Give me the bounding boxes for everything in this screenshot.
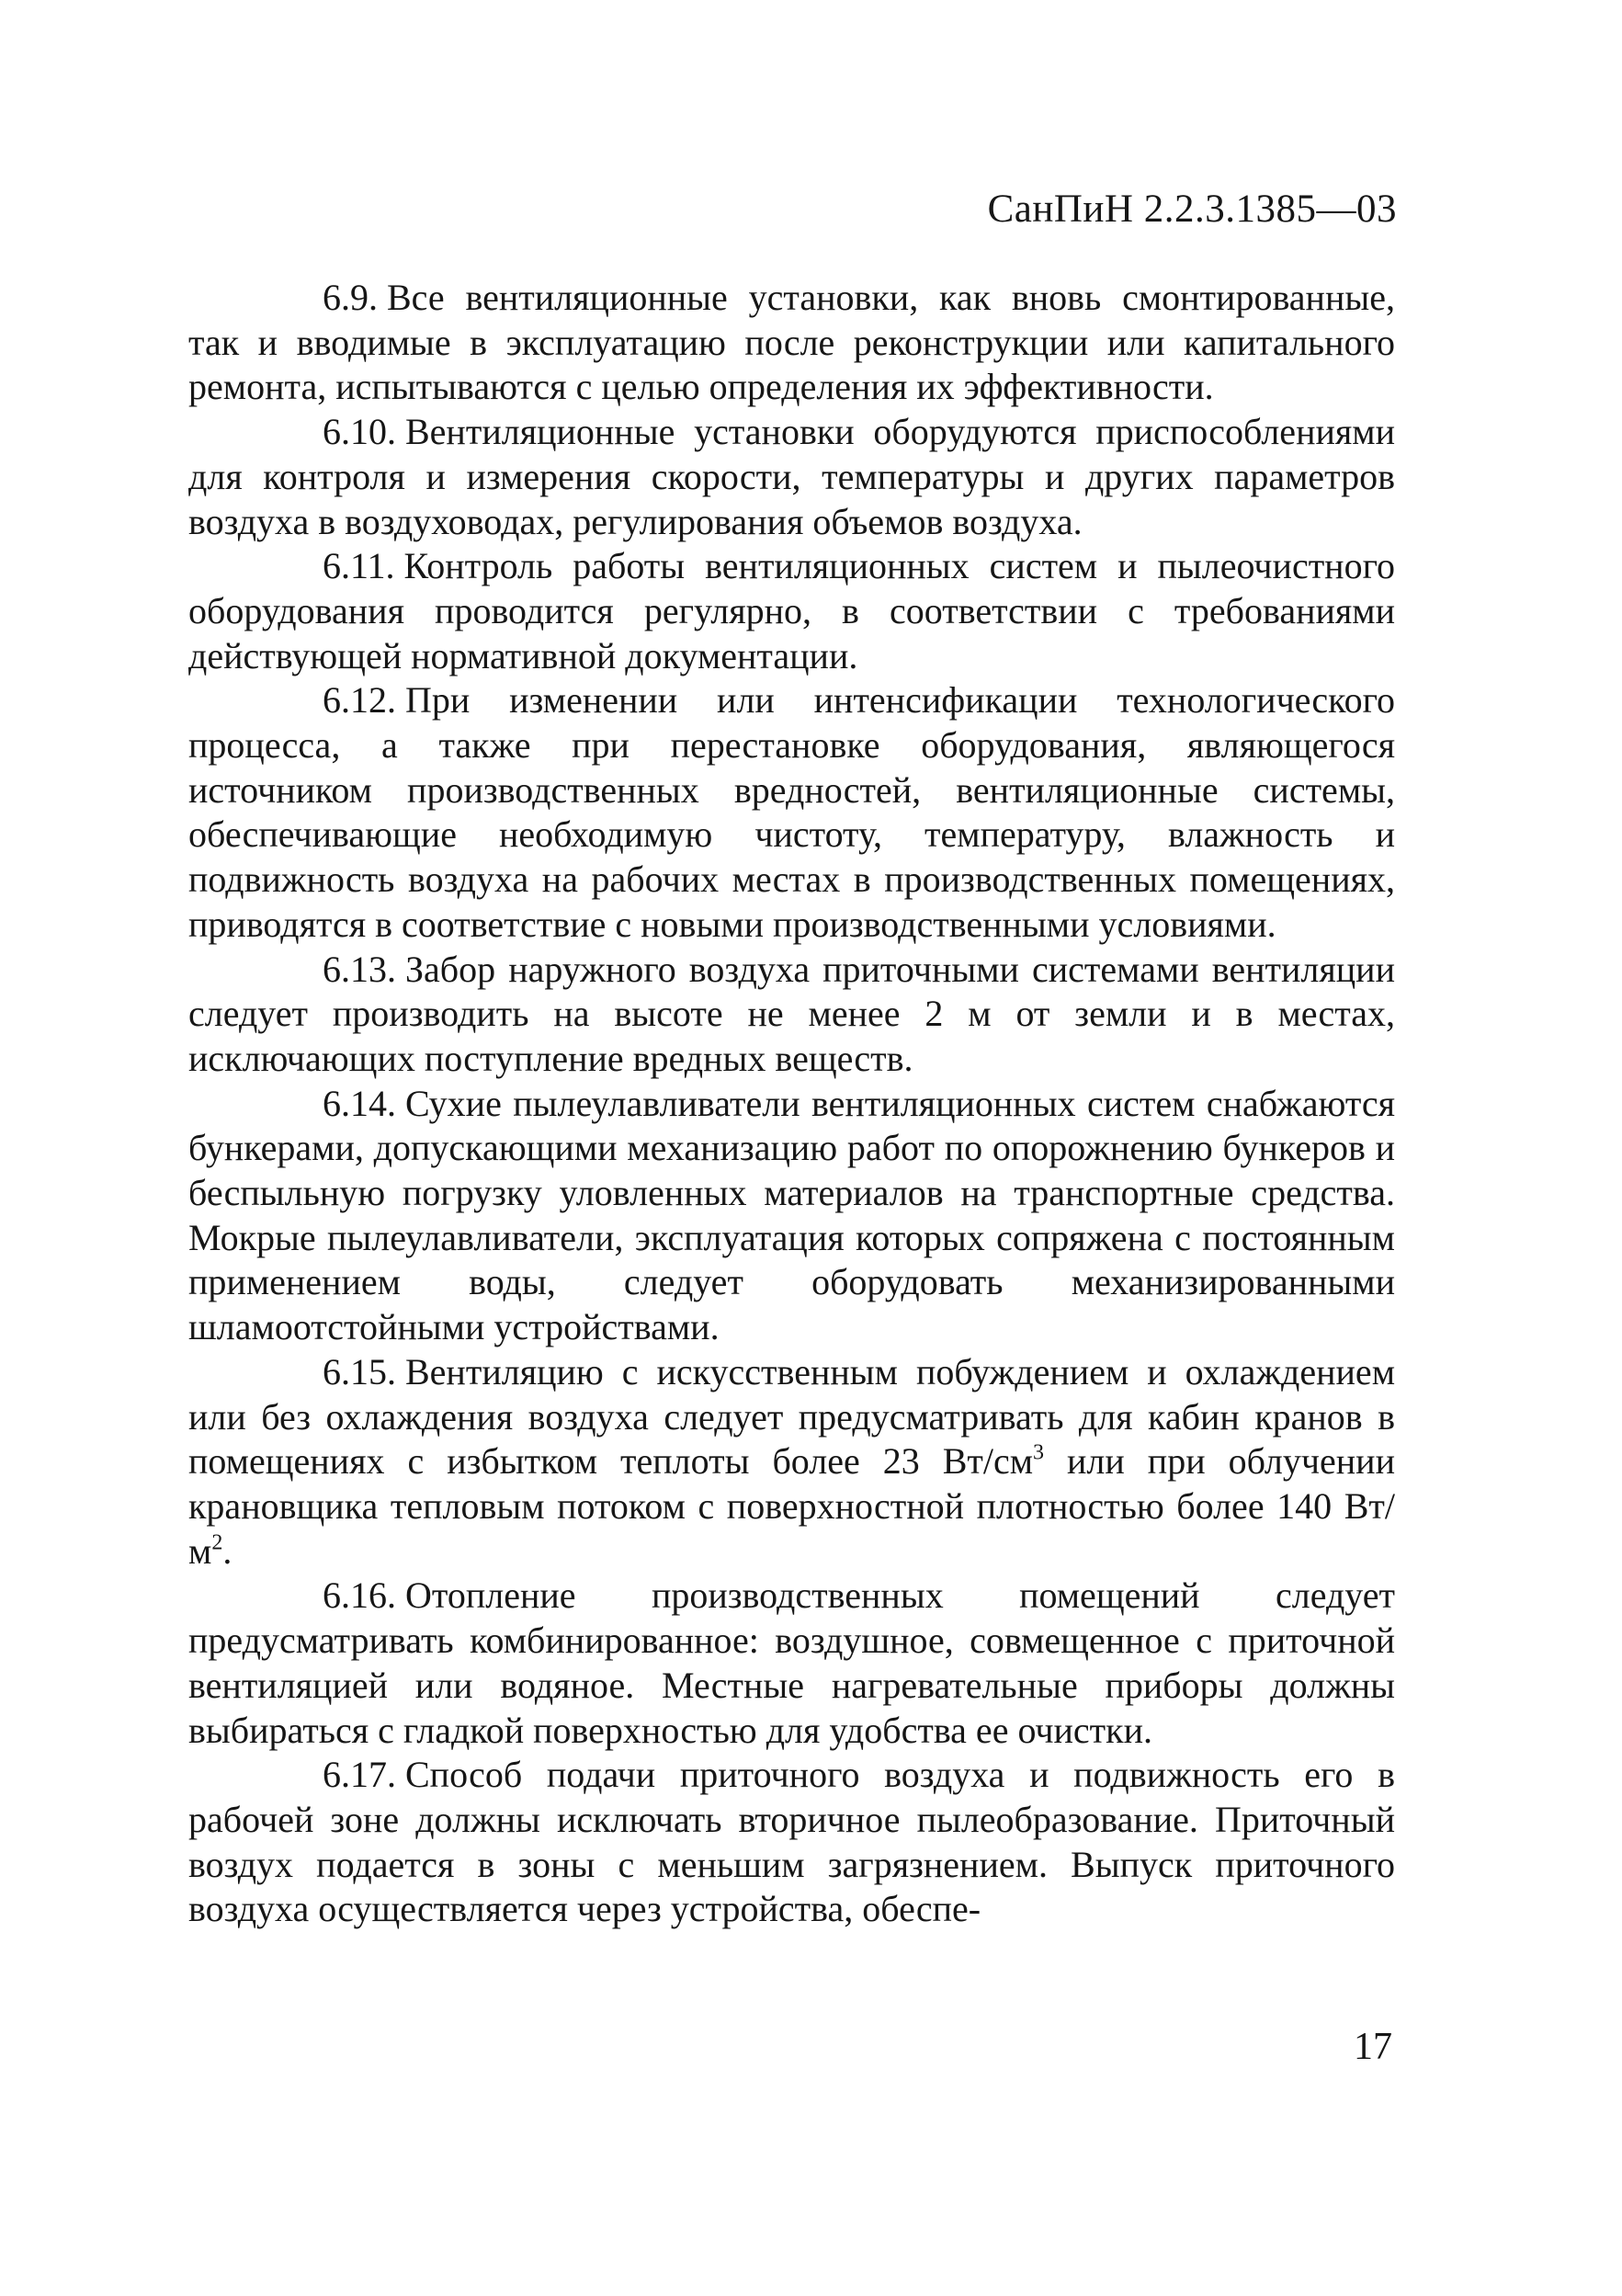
paragraph-text: При изменении или интенсификации технологического процесса, а также при перестановке оборудования, являющегося источником производственных вредностей, вентиляционные системы, обеспечивающие необходимую чистоту, температуру, влажность и подвижность воздуха на рабочих местах в производственных помещениях, приводятся в соответствие с новыми производственными условиями. [188,679,1395,945]
paragraph-text: Контроль работы вентиляционных систем и пылеочистного оборудования проводится регулярно, в соответствии с требованиями действующей нормативной документации. [188,545,1395,676]
paragraph-6-14 [188,1082,1395,1350]
paragraph-number: 6.11. [323,545,395,587]
paragraph-text: . [222,1529,233,1572]
paragraph-6-10 [188,410,1395,544]
paragraph-number: 6.17. [323,1754,396,1796]
document-body [188,276,1395,1932]
paragraph-text: или при облучении крановщика тепловым потоком с поверхностной плотностью более 140 Вт/м [188,1440,1395,1572]
paragraph-number: 6.10. [323,411,396,453]
paragraph-6-11 [188,544,1395,678]
paragraph-number: 6.16. [323,1574,396,1617]
paragraph-6-17 [188,1753,1395,1932]
superscript: 3 [1033,1440,1045,1465]
paragraph-6-16 [188,1574,1395,1753]
paragraph-6-9 [188,276,1395,410]
superscript: 2 [211,1530,223,1555]
paragraph-text: Вентиляционные установки оборудуются приспособлениями для контроля и измерения скорости, температуры и других параметров воздуха в воздуховодах, регулирования объемов воздуха. [188,411,1395,542]
paragraph-number: 6.14. [323,1082,396,1124]
paragraph-6-12 [188,678,1395,947]
paragraph-text: Все вентиляционные установки, как вновь смонтированные, так и вводимые в эксплуатацию после реконструкции или капитального ремонта, испытываются с целью определения их эффективности. [188,277,1395,408]
paragraph-text: Забор наружного воздуха приточными системами вентиляции следует производить на высоте не менее 2 м от земли и в местах, исключающих поступление вредных веществ. [188,948,1395,1079]
paragraph-text: Способ подачи приточного воздуха и подвижность его в рабочей зоне должны исключать вторичное пылеобразование. Приточный воздух подается в зоны с меньшим загрязнением. Выпуск приточного воздуха осуществляется через устройства, обеспе- [188,1754,1395,1930]
paragraph-6-13 [188,948,1395,1082]
paragraph-text: Отопление производственных помещений следует предусматривать комбинированное: воздушное, совмещенное с приточной вентиляцией или водяное. Местные нагревательные приборы должны выбираться с гладкой поверхностью для удобства ее очистки. [188,1574,1395,1751]
paragraph-number: 6.15. [323,1350,396,1392]
paragraph-number: 6.9. [323,277,378,318]
paragraph-number: 6.12. [323,679,396,722]
paragraph-number: 6.13. [323,948,396,990]
paragraph-text: Сухие пылеулавливатели вентиляционных систем снабжаются бункерами, допускающими механизацию работ по опорожнению бункеров и беспыльную погрузку уловленных материалов на транспортные средства. Мокрые пылеулавливатели, эксплуатация которых сопряжена с постоянным применением воды, следует оборудовать механизированными шламоотстойными устройствами. [188,1082,1395,1348]
paragraph-text: Вентиляцию с искусственным побуждением и охлаждением или без охлаждения воздуха следует предусматривать для кабин кранов в помещениях с избытком теплоты более 23 Вт/см [188,1350,1395,1483]
page-number: 17 [1354,2026,1392,2068]
document-code-header: СанПиН 2.2.3.1385—03 [987,188,1397,231]
paragraph-6-15 [188,1350,1395,1574]
